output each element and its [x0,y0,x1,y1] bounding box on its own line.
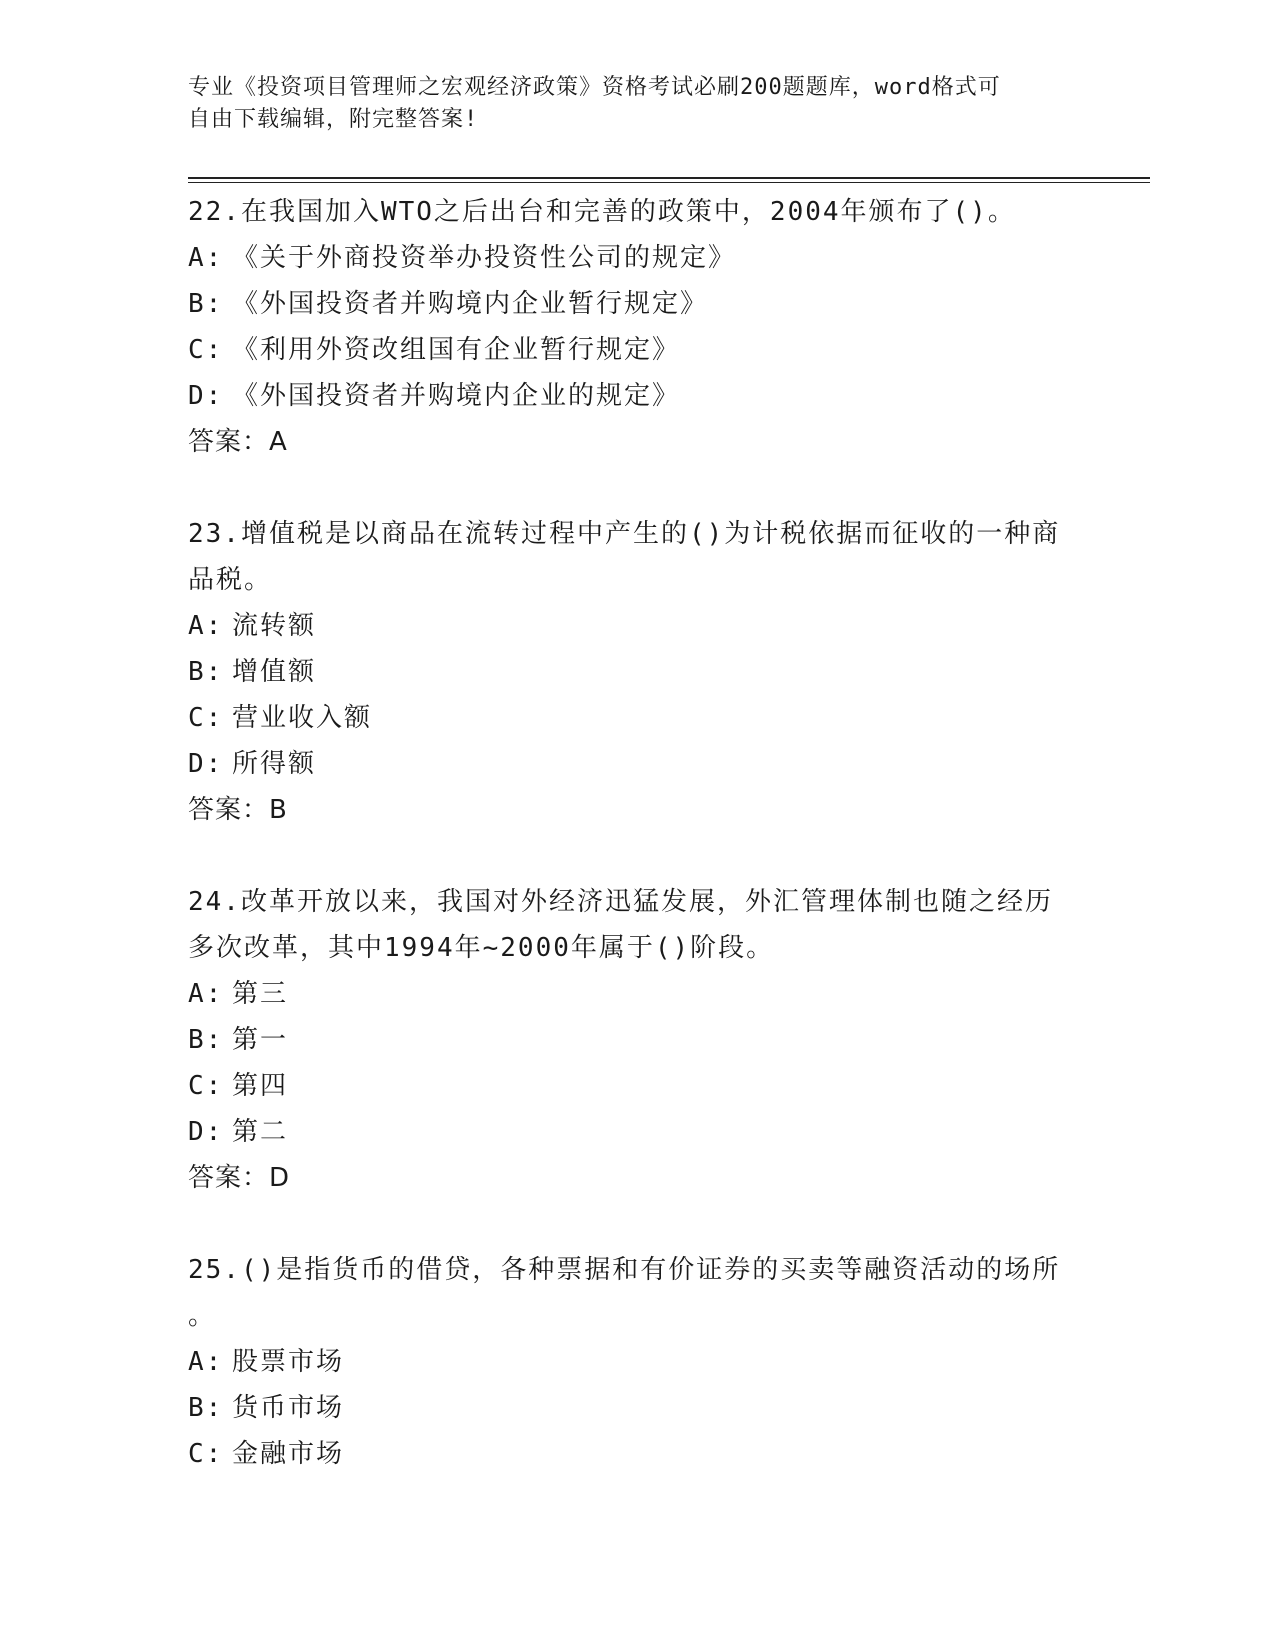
option-label: B: [188,289,224,319]
option-a [188,1339,1078,1385]
option-text: 金融市场 [232,1439,345,1469]
option-text: 营业收入额 [232,703,373,733]
question-list [188,189,1078,1477]
option-label: D: [188,1117,224,1147]
option-text: 货币市场 [232,1393,345,1423]
option-c [188,1063,1078,1109]
question-24 [188,879,1078,1201]
option-text: 《外国投资者并购境内企业的规定》 [232,381,681,411]
option-d [188,373,1078,419]
option-text: 第三 [232,979,289,1009]
option-text: 《关于外商投资举办投资性公司的规定》 [232,243,737,273]
option-b [188,1017,1078,1063]
option-label: A: [188,243,224,273]
option-label: B: [188,657,224,687]
option-label: B: [188,1393,224,1423]
question-stem-continued: 多次改革，其中1994年~2000年属于()阶段。 [188,933,775,963]
option-text: 流转额 [232,611,317,641]
option-label: A: [188,1347,224,1377]
option-text: 第一 [232,1025,289,1055]
option-c [188,1431,1078,1477]
header-line-2: 自由下载编辑，附完整答案! [188,107,479,132]
option-b [188,1385,1078,1431]
header-line-1: 专业《投资项目管理师之宏观经济政策》资格考试必刷200题题库，word格式可 [188,75,1001,100]
option-b [188,281,1078,327]
header-divider-thick [188,177,1150,179]
option-label: C: [188,703,224,733]
option-label: B: [188,1025,224,1055]
question-stem: 22.在我国加入WTO之后出台和完善的政策中，2004年颁布了()。 [188,197,1016,227]
question-stem-continued: 品税。 [188,565,273,595]
option-a [188,971,1078,1017]
header-divider-thin [188,182,1150,183]
option-label: A: [188,611,224,641]
option-a [188,235,1078,281]
answer-line: 答案：A [188,427,288,457]
option-label: C: [188,1071,224,1101]
option-label: C: [188,1439,224,1469]
answer-line: 答案：B [188,795,288,825]
option-text: 《外国投资者并购境内企业暂行规定》 [232,289,709,319]
option-text: 增值额 [232,657,317,687]
question-stem: 25.()是指货币的借贷，各种票据和有价证券的买卖等融资活动的场所 [188,1255,1061,1285]
option-label: D: [188,381,224,411]
answer-line: 答案：D [188,1163,291,1193]
option-d [188,741,1078,787]
question-22 [188,189,1078,465]
option-text: 股票市场 [232,1347,345,1377]
option-c [188,695,1078,741]
option-text: 第四 [232,1071,289,1101]
option-d [188,1109,1078,1155]
question-stem: 23.增值税是以商品在流转过程中产生的()为计税依据而征收的一种商 [188,519,1061,549]
option-text: 《利用外资改组国有企业暂行规定》 [232,335,681,365]
option-text: 所得额 [232,749,317,779]
option-c [188,327,1078,373]
option-b [188,649,1078,695]
question-23 [188,511,1078,833]
option-label: C: [188,335,224,365]
option-label: D: [188,749,224,779]
document-header [188,72,1068,136]
question-stem-continued: 。 [188,1301,217,1331]
question-25 [188,1247,1078,1477]
option-a [188,603,1078,649]
option-text: 第二 [232,1117,289,1147]
option-label: A: [188,979,224,1009]
question-stem: 24.改革开放以来，我国对外经济迅猛发展，外汇管理体制也随之经历 [188,887,1053,917]
